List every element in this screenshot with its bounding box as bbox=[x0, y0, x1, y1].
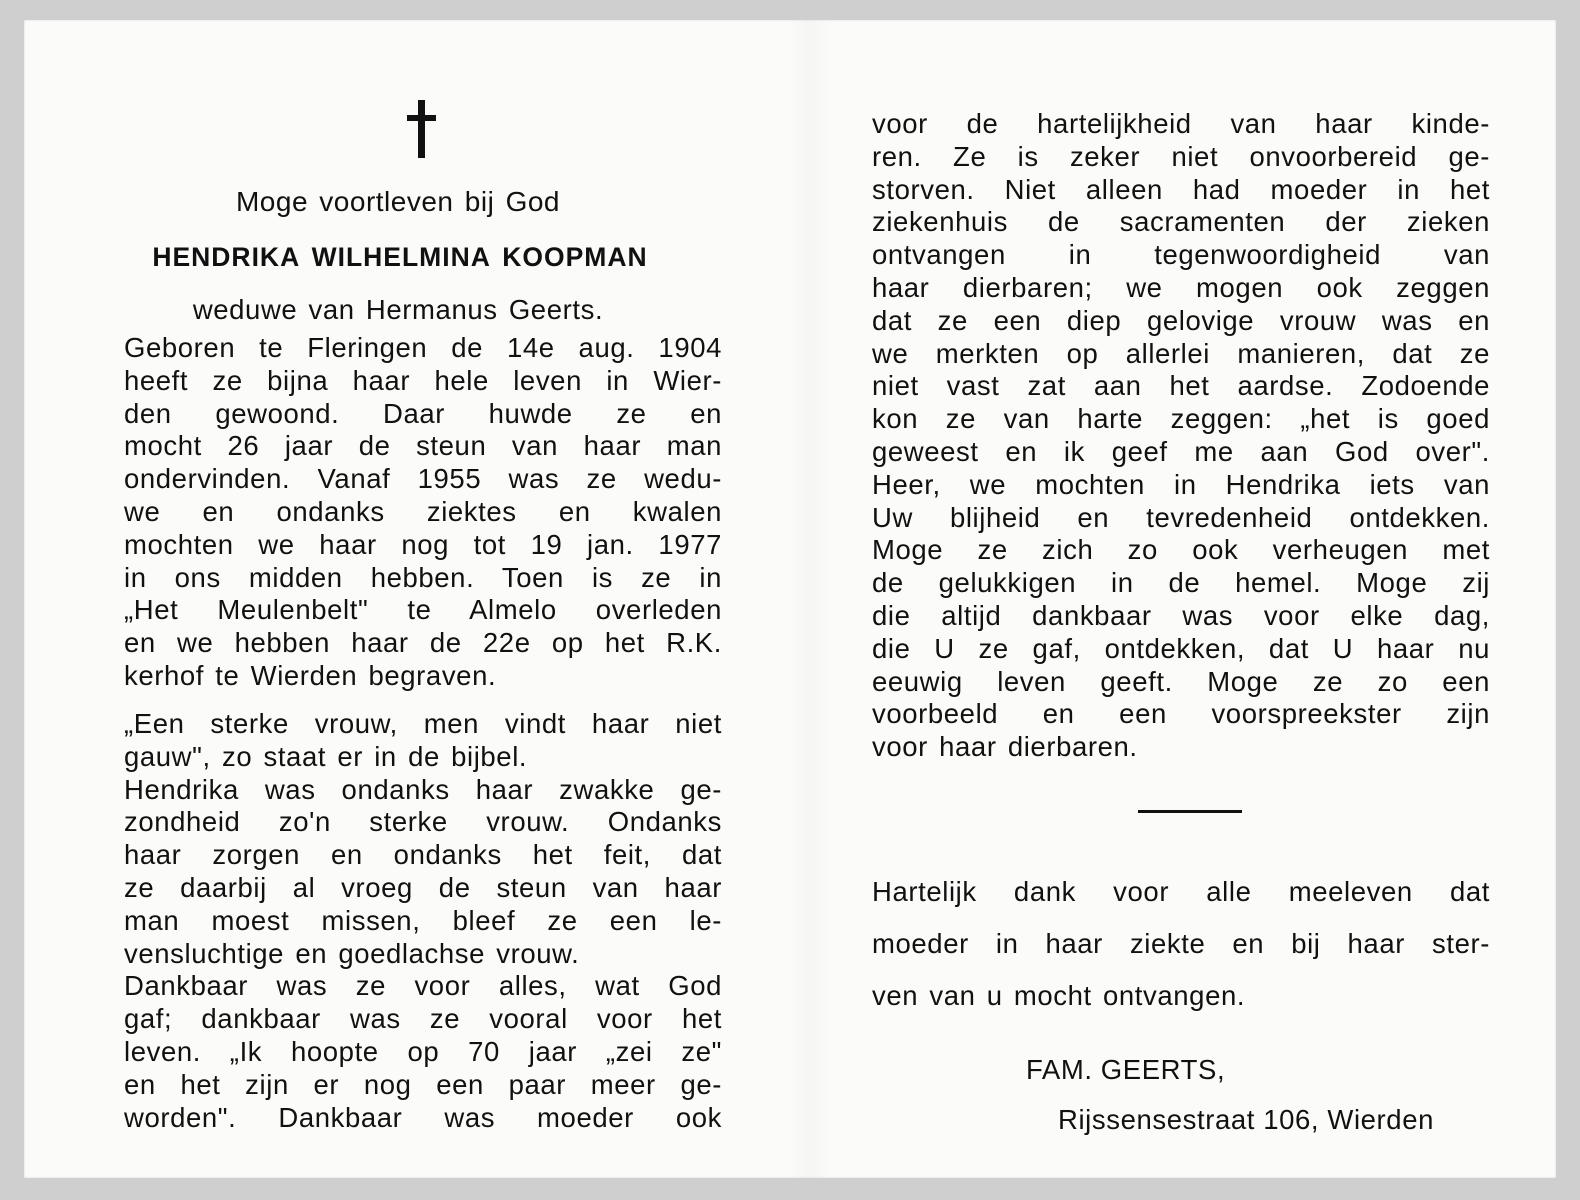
text-line: voor haar dierbaren. bbox=[872, 731, 1138, 763]
text-line: ondervinden. Vanaf 1955 was ze wedu- bbox=[124, 463, 722, 495]
text-line: moeder in haar ziekte en bij haar ster- bbox=[872, 928, 1490, 959]
text-line: Moge ze zich zo ook verheugen met bbox=[872, 534, 1490, 566]
text-line: Hendrika was ondanks haar zwakke ge- bbox=[124, 773, 722, 805]
memorial-card bbox=[24, 20, 1556, 1178]
text-line: we merkten op allerlei manieren, dat ze bbox=[872, 337, 1490, 369]
text-line: vensluchtige en goedlachse vrouw. bbox=[124, 937, 580, 969]
text-line: Dankbaar was ze voor alles, wat God bbox=[124, 970, 722, 1002]
text-line: ze daarbij al vroeg de steun van haar bbox=[124, 871, 722, 903]
text-line: Hartelijk dank voor alle meeleven dat bbox=[872, 876, 1490, 907]
text-line: Heer, we mochten in Hendrika iets van bbox=[872, 468, 1490, 500]
text-line: man moest missen, bleef ze een le- bbox=[124, 904, 722, 936]
biography-paragraph bbox=[124, 332, 722, 693]
text-line: haar zorgen en ondanks het feit, dat bbox=[124, 839, 722, 871]
text-line: geweest en ik geef me aan God over". bbox=[872, 435, 1490, 467]
text-line: niet vast zat aan het aardse. Zodoende bbox=[872, 370, 1490, 402]
text-line: gauw", zo staat er in de bijbel. bbox=[124, 740, 528, 772]
text-line: en we hebben haar de 22e op het R.K. bbox=[124, 627, 722, 659]
deceased-name: HENDRIKA WILHELMINA KOOPMAN bbox=[152, 242, 648, 272]
text-line: leven. „Ik hoopte op 70 jaar „zei ze" bbox=[124, 1035, 722, 1067]
family-signature: FAM. GEERTS, bbox=[1026, 1054, 1226, 1085]
text-line: den gewoond. Daar huwde ze en bbox=[124, 397, 722, 429]
text-line: die altijd dankbaar was voor elke dag, bbox=[872, 599, 1490, 631]
text-line: ven van u mocht ontvangen. bbox=[872, 980, 1246, 1011]
text-line: storven. Niet alleen had moeder in het bbox=[872, 173, 1490, 205]
text-line: we en ondanks ziektes en kwalen bbox=[124, 495, 722, 527]
text-line: gaf; dankbaar was ze vooral voor het bbox=[124, 1003, 722, 1035]
text-line: „Een sterke vrouw, men vindt haar niet bbox=[124, 708, 722, 739]
text-line: dat ze een diep gelovige vrouw was en bbox=[872, 304, 1490, 336]
text-line: mocht 26 jaar de steun van haar man bbox=[124, 430, 722, 462]
text-line: eeuwig leven geeft. Moge ze zo een bbox=[872, 665, 1490, 697]
thanks-paragraph bbox=[872, 866, 1490, 1022]
widow-line: weduwe van Hermanus Geerts. bbox=[192, 294, 604, 325]
text-line: kon ze van harte zeggen: „het is goed bbox=[872, 403, 1490, 435]
continuation-paragraph bbox=[872, 108, 1490, 764]
text-line: Geboren te Fleringen de 14e aug. 1904 bbox=[124, 332, 722, 363]
motto: Moge voortleven bij God bbox=[235, 186, 560, 217]
text-line: in ons midden hebben. Toen is ze in bbox=[124, 561, 722, 593]
card-fold bbox=[790, 20, 830, 1178]
text-line: heeft ze bijna haar hele leven in Wier- bbox=[124, 364, 722, 396]
text-line: haar dierbaren; we mogen ook zeggen bbox=[872, 271, 1490, 303]
text-line: kerhof te Wierden begraven. bbox=[124, 659, 497, 691]
text-line: „Het Meulenbelt" te Almelo overleden bbox=[124, 594, 722, 626]
text-line: voorbeeld en een voorspreekster zijn bbox=[872, 698, 1490, 730]
text-line: voor de hartelijkheid van haar kinde- bbox=[872, 108, 1490, 139]
text-line: Uw blijheid en tevredenheid ontdekken. bbox=[872, 501, 1490, 533]
text-line: ontvangen in tegenwoordigheid van bbox=[872, 239, 1490, 271]
text-line: die U ze gaf, ontdekken, dat U haar nu bbox=[872, 632, 1490, 664]
text-line: worden". Dankbaar was moeder ook bbox=[124, 1101, 722, 1133]
text-line: mochten we haar nog tot 19 jan. 1977 bbox=[124, 528, 722, 560]
text-line: en het zijn er nog een paar meer ge- bbox=[124, 1068, 722, 1100]
divider-rule bbox=[1138, 810, 1242, 813]
reflection-paragraph bbox=[124, 708, 722, 1134]
cross-icon bbox=[402, 100, 442, 158]
family-address: Rijssensestraat 106, Wierden bbox=[1058, 1104, 1434, 1135]
text-line: ren. Ze is zeker niet onvoorbereid ge- bbox=[872, 140, 1490, 172]
text-line: zondheid zo'n sterke vrouw. Ondanks bbox=[124, 806, 722, 838]
text-line: ziekenhuis de sacramenten der zieken bbox=[872, 206, 1490, 238]
text-line: de gelukkigen in de hemel. Moge zij bbox=[872, 567, 1490, 599]
